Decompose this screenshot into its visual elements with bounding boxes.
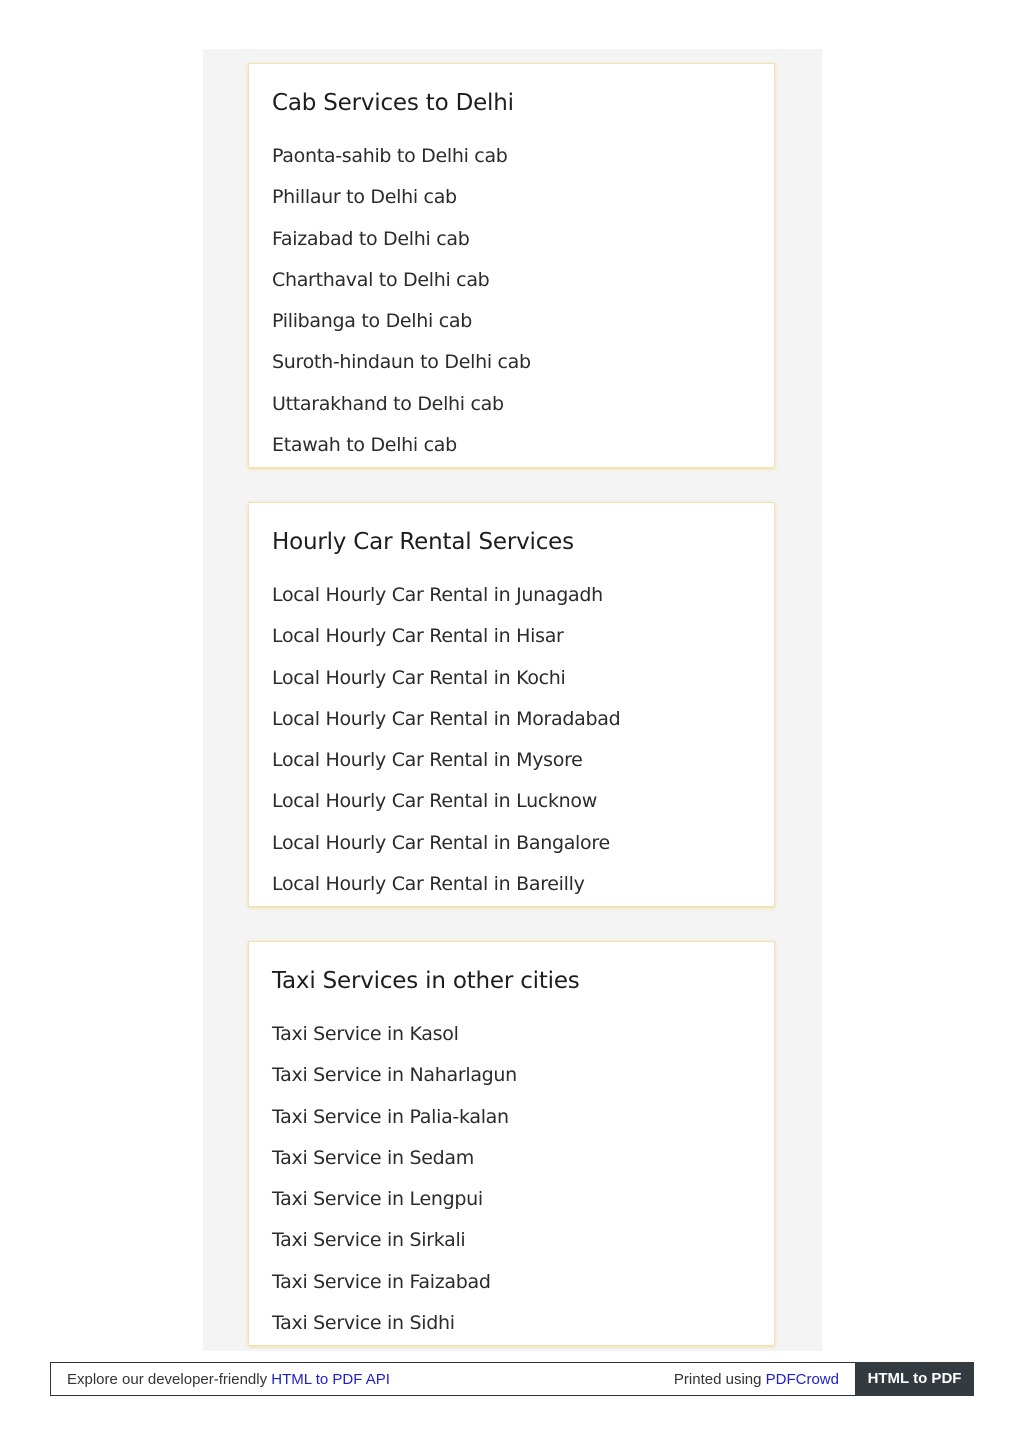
list-item[interactable]: Charthaval to Delhi cab: [272, 268, 490, 291]
list-item[interactable]: Uttarakhand to Delhi cab: [272, 392, 504, 415]
list-item[interactable]: Local Hourly Car Rental in Bangalore: [272, 831, 610, 854]
footer-printed-prefix: Printed using: [673, 1371, 766, 1388]
card-cab-services-to-delhi: [248, 63, 775, 468]
list-item[interactable]: Taxi Service in Naharlagun: [272, 1064, 517, 1087]
html-to-pdf-badge[interactable]: HTML to PDF: [855, 1362, 974, 1396]
list-item[interactable]: Taxi Service in Palia-kalan: [272, 1105, 509, 1128]
list-item[interactable]: Etawah to Delhi cab: [272, 434, 457, 457]
list-item[interactable]: Local Hourly Car Rental in Moradabad: [272, 707, 621, 730]
list-item[interactable]: Suroth-hindaun to Delhi cab: [272, 351, 531, 374]
list-item[interactable]: Local Hourly Car Rental in Junagadh: [272, 584, 603, 606]
list-item[interactable]: Taxi Service in Sirkali: [272, 1229, 466, 1252]
list-item[interactable]: Pilibanga to Delhi cab: [272, 310, 472, 333]
list-item[interactable]: Local Hourly Car Rental in Bareilly: [272, 873, 585, 896]
card-hourly-car-rental-services: [248, 502, 775, 907]
list-item[interactable]: Paonta-sahib to Delhi cab: [272, 145, 508, 167]
pdf-footer-bar: [50, 1362, 974, 1396]
footer-explore-text: [67, 1371, 390, 1388]
card-taxi-services-in-other-cities: [248, 941, 775, 1346]
section-title: Hourly Car Rental Services: [272, 529, 574, 555]
section-title: Taxi Services in other cities: [272, 968, 580, 994]
footer-explore-prefix: Explore our developer-friendly: [67, 1371, 272, 1388]
list-item[interactable]: Local Hourly Car Rental in Lucknow: [272, 790, 597, 813]
html-to-pdf-api-link[interactable]: HTML to PDF API: [271, 1371, 390, 1388]
list-item[interactable]: Taxi Service in Sidhi: [272, 1312, 455, 1335]
list-item[interactable]: Local Hourly Car Rental in Mysore: [272, 749, 583, 772]
list-item[interactable]: Taxi Service in Faizabad: [272, 1270, 491, 1293]
link-list[interactable]: [272, 1022, 752, 1335]
list-item[interactable]: Local Hourly Car Rental in Hisar: [272, 625, 564, 648]
list-item[interactable]: Taxi Service in Sedam: [272, 1146, 474, 1169]
link-list[interactable]: [272, 583, 752, 896]
list-item[interactable]: Faizabad to Delhi cab: [272, 227, 470, 250]
list-item[interactable]: Taxi Service in Kasol: [272, 1023, 459, 1045]
list-item[interactable]: Local Hourly Car Rental in Kochi: [272, 666, 566, 689]
list-item[interactable]: Taxi Service in Lengpui: [272, 1188, 483, 1211]
footer-printed-text: [674, 1371, 839, 1388]
link-list[interactable]: [272, 144, 752, 457]
pdfcrowd-link[interactable]: PDFCrowd: [765, 1371, 839, 1388]
list-item[interactable]: Phillaur to Delhi cab: [272, 186, 457, 209]
section-title: Cab Services to Delhi: [272, 90, 514, 116]
